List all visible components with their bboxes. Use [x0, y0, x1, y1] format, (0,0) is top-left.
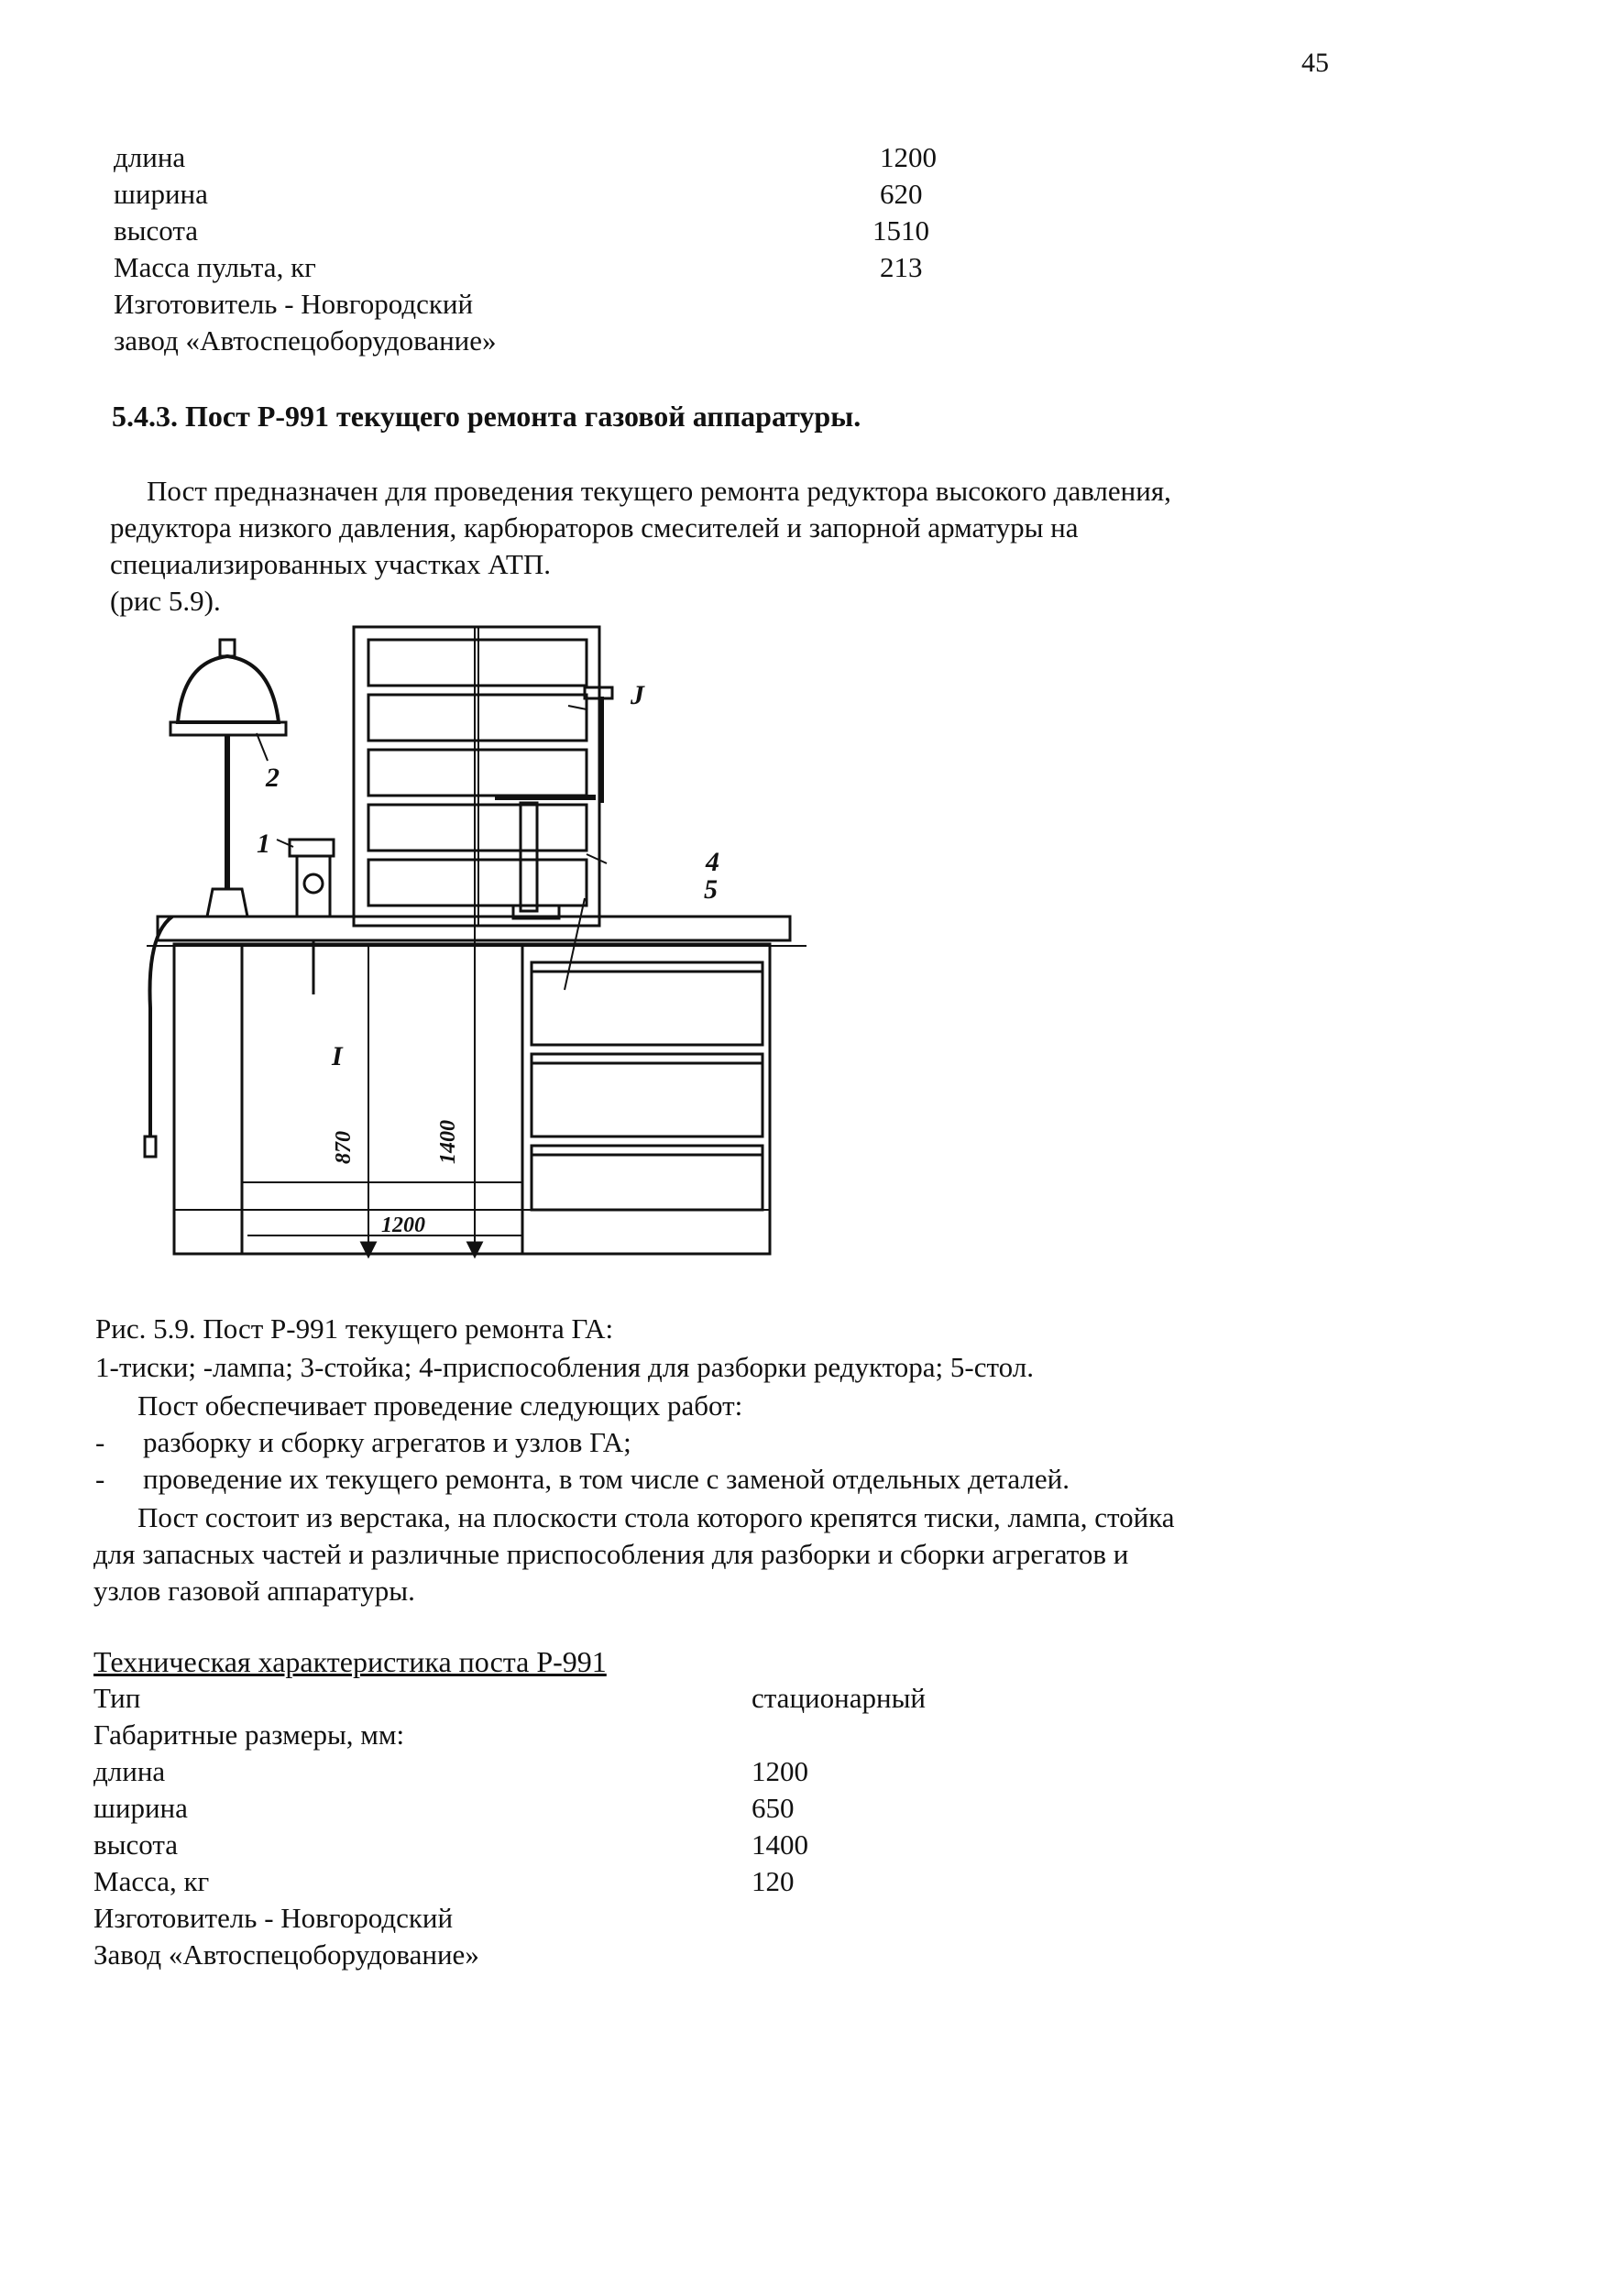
spec-value: 650: [752, 1792, 795, 1824]
spec-value: 120: [752, 1865, 795, 1897]
spec-label: длина: [114, 141, 186, 173]
callout-label: 4: [706, 847, 719, 877]
spec-label: Изготовитель - Новгородский: [93, 1902, 454, 1934]
spec-label: ширина: [114, 178, 208, 210]
workbench-figure: [128, 623, 825, 1292]
spec-label: Изготовитель - Новгородский: [114, 288, 474, 320]
spec-label: высота: [93, 1828, 179, 1861]
callout-label: 5: [704, 874, 718, 905]
spec-label: завод «Автоспецоборудование»: [114, 324, 497, 357]
spec-label: Масса, кг: [93, 1865, 210, 1897]
callout-label: 2: [266, 763, 280, 793]
intro-line: специализированных участках АТП.: [110, 548, 551, 580]
works-intro: Пост обеспечивает проведение следующих работ:: [137, 1389, 743, 1422]
tech-spec-title: Техническая характеристика поста Р-991: [93, 1645, 607, 1678]
spec-value: 620: [880, 178, 923, 210]
bullet-text: разборку и сборку агрегатов и узлов ГА;: [143, 1426, 631, 1458]
spec-label: Масса пульта, кг: [114, 251, 316, 283]
intro-line: Пост предназначен для проведения текущего ремонта редуктора высокого давления,: [147, 475, 1171, 507]
bullet-item: - проведение их текущего ремонта, в том числе с заменой отдельных деталей.: [95, 1463, 1070, 1495]
bullet-item: - разборку и сборку агрегатов и узлов ГА;: [95, 1426, 631, 1458]
callout-label: J: [631, 680, 644, 710]
parts-rack: [354, 627, 599, 926]
spec-label: Тип: [93, 1682, 141, 1714]
spec-value: 1200: [880, 141, 937, 173]
spec-value: 1400: [752, 1828, 808, 1861]
callout-label: 1: [257, 829, 270, 859]
composition-line: для запасных частей и различные приспособления для разборки и сборки агрегатов и: [93, 1538, 1129, 1570]
spec-label: ширина: [93, 1792, 188, 1824]
dimension-label: 870: [332, 1131, 356, 1164]
vise: [290, 840, 334, 856]
spec-label: Габаритные размеры, мм:: [93, 1719, 405, 1751]
page-number: 45: [1301, 48, 1329, 78]
figure-caption-legend: 1-тиски; -лампа; 3-стойка; 4-приспособления для разборки редуктора; 5-стол.: [95, 1351, 1034, 1383]
spec-value: 213: [880, 251, 923, 283]
intro-line: редуктора низкого давления, карбюраторов смесителей и запорной арматуры на: [110, 511, 1079, 544]
figure-caption-title: Рис. 5.9. Пост Р-991 текущего ремонта ГА:: [95, 1312, 614, 1345]
spec-label: высота: [114, 214, 199, 247]
composition-line: Пост состоит из верстака, на плоскости стола которого крепятся тиски, лампа, стойка: [137, 1501, 1175, 1533]
composition-line: узлов газовой аппаратуры.: [93, 1575, 415, 1607]
dimension-label: 1400: [436, 1120, 460, 1164]
lamp-shade: [178, 656, 279, 722]
section-heading: 5.4.3. Пост Р-991 текущего ремонта газовой аппаратуры.: [112, 400, 861, 433]
spec-value: стационарный: [752, 1682, 926, 1714]
dimension-label: 1200: [381, 1213, 425, 1237]
bullet-text: проведение их текущего ремонта, в том числе с заменой отдельных деталей.: [143, 1463, 1070, 1495]
callout-label: I: [332, 1041, 343, 1071]
bench-body: [174, 944, 770, 1254]
spec-value: 1510: [872, 214, 929, 247]
intro-line: (рис 5.9).: [110, 585, 221, 617]
spec-label: Завод «Автоспецоборудование»: [93, 1938, 479, 1971]
spec-value: 1200: [752, 1755, 808, 1787]
spec-label: длина: [93, 1755, 166, 1787]
